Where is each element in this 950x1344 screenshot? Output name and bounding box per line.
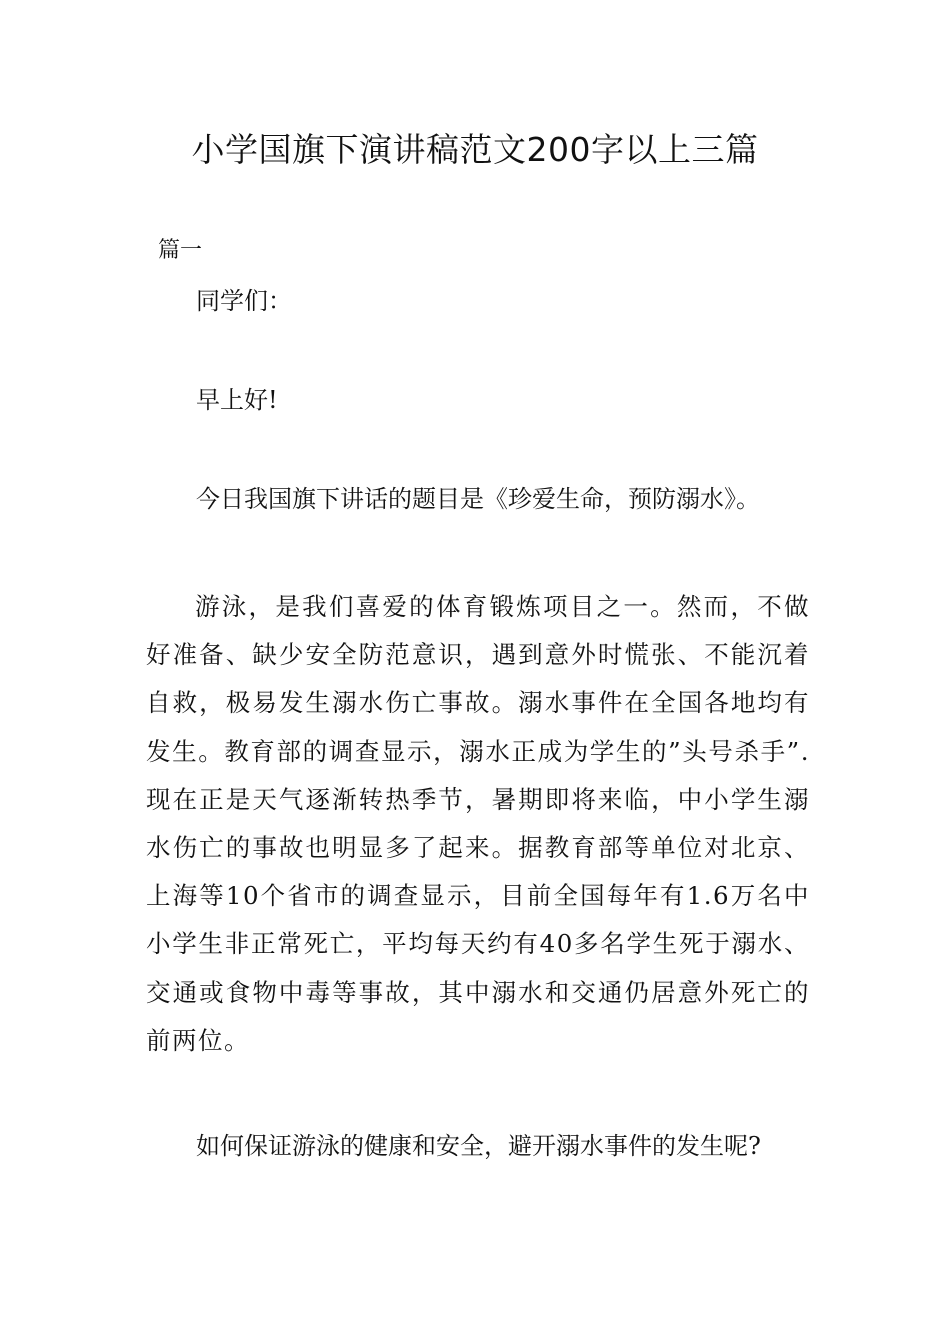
topic-line: 今日我国旗下讲话的题目是《珍爱生命，预防溺水》。 [196,485,760,513]
question-line: 如何保证游泳的健康和安全，避开溺水事件的发生呢? [196,1132,761,1160]
document-title: 小学国旗下演讲稿范文200字以上三篇 [191,130,759,169]
section-label: 篇一 [158,238,203,263]
body-paragraph: 游泳，是我们喜爱的体育锻炼项目之一。然而，不做好准备、缺少安全防范意识，遇到意外时慌张、不能沉着自救，极易发生溺水伤亡事故。溺水事件在全国各地均有发生。教育部的调查显示，溺水正成为学生的”头号杀手”.现在正是天气逐渐转热季节，暑期即将来临，中小学生溺水伤亡的事故也明显多了起来。据教育部等单位对北京、上海等10个省市的调查显示，目前全国每年有1.6万名中小学生非正常死亡，平均每天约有40多名学生死于溺水、交通或食物中毒等事故，其中溺水和交通仍居意外死亡的前两位。 [146,592,810,1055]
greeting-line: 同学们： [196,287,292,315]
salutation-line: 早上好! [196,386,278,414]
